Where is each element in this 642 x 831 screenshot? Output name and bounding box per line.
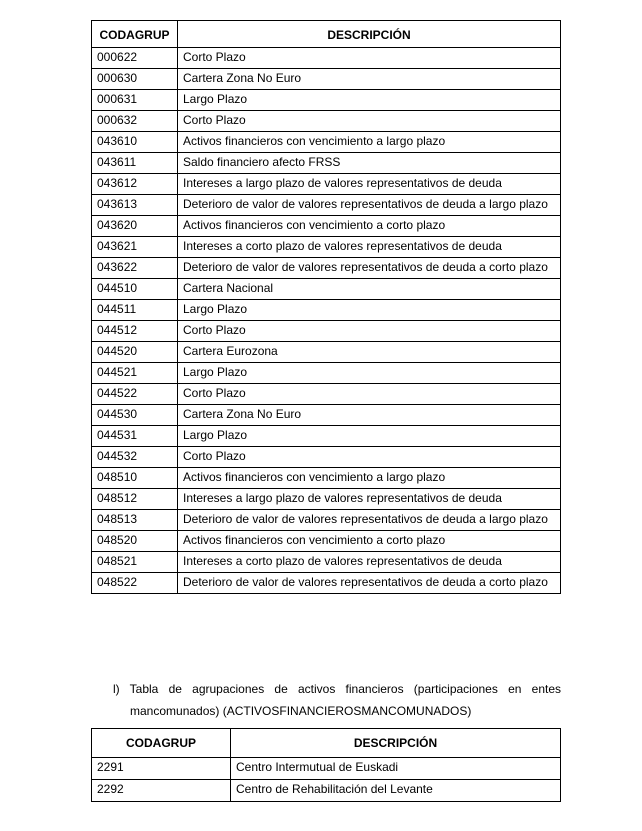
- table-row: [92, 573, 561, 594]
- cell-codagrup: 043612: [92, 174, 178, 195]
- table-body: [92, 48, 561, 594]
- cell-codagrup: 044510: [92, 279, 178, 300]
- cell-codagrup: 044530: [92, 405, 178, 426]
- cell-codagrup: 043613: [92, 195, 178, 216]
- cell-descripcion: Centro Intermutual de Euskadi: [231, 758, 561, 780]
- cell-descripcion: Deterioro de valor de valores representativos de deuda a corto plazo: [178, 573, 561, 594]
- table-row: [92, 90, 561, 111]
- header-descripcion: DESCRIPCIÓN: [178, 21, 561, 48]
- cell-descripcion: Activos financieros con vencimiento a largo plazo: [178, 468, 561, 489]
- section-paragraph: [113, 678, 561, 722]
- cell-codagrup: 044512: [92, 321, 178, 342]
- cell-codagrup: 044511: [92, 300, 178, 321]
- cell-codagrup: 044532: [92, 447, 178, 468]
- cell-descripcion: Cartera Zona No Euro: [178, 405, 561, 426]
- table-row: [92, 132, 561, 153]
- cell-codagrup: 044520: [92, 342, 178, 363]
- cell-codagrup: 048520: [92, 531, 178, 552]
- cell-descripcion: Cartera Nacional: [178, 279, 561, 300]
- cell-descripcion: Cartera Eurozona: [178, 342, 561, 363]
- cell-descripcion: Largo Plazo: [178, 426, 561, 447]
- cell-codagrup: 044531: [92, 426, 178, 447]
- table-row: [92, 111, 561, 132]
- cell-codagrup: 000630: [92, 69, 178, 90]
- table-header-row: [92, 21, 561, 48]
- cell-descripcion: Intereses a largo plazo de valores representativos de deuda: [178, 174, 561, 195]
- table-row: [92, 468, 561, 489]
- table-row: [92, 174, 561, 195]
- table-row: [92, 780, 561, 802]
- table-row: [92, 489, 561, 510]
- cell-descripcion: Saldo financiero afecto FRSS: [178, 153, 561, 174]
- cell-descripcion: Corto Plazo: [178, 384, 561, 405]
- cell-descripcion: Activos financieros con vencimiento a largo plazo: [178, 132, 561, 153]
- table-row: [92, 342, 561, 363]
- table-row: [92, 447, 561, 468]
- cell-codagrup: 043620: [92, 216, 178, 237]
- table-row: [92, 321, 561, 342]
- table-row: [92, 279, 561, 300]
- cell-codagrup: 048510: [92, 468, 178, 489]
- cell-codagrup: 048512: [92, 489, 178, 510]
- cell-codagrup: 000622: [92, 48, 178, 69]
- section-heading-line2: mancomunados) (ACTIVOSFINANCIEROSMANCOMUNADOS): [130, 704, 472, 718]
- cell-codagrup: 000631: [92, 90, 178, 111]
- table-row: [92, 531, 561, 552]
- cell-codagrup: 2291: [92, 758, 231, 780]
- cell-codagrup: 2292: [92, 780, 231, 802]
- table-row: [92, 510, 561, 531]
- table-row: [92, 552, 561, 573]
- table-row: [92, 195, 561, 216]
- cell-descripcion: Deterioro de valor de valores representativos de deuda a largo plazo: [178, 510, 561, 531]
- cell-codagrup: 043611: [92, 153, 178, 174]
- header-codagrup: CODAGRUP: [92, 21, 178, 48]
- cell-codagrup: 048522: [92, 573, 178, 594]
- cell-descripcion: Corto Plazo: [178, 111, 561, 132]
- table-body: [92, 758, 561, 802]
- table-row: [92, 384, 561, 405]
- cell-descripcion: Deterioro de valor de valores representativos de deuda a corto plazo: [178, 258, 561, 279]
- cell-descripcion: Intereses a corto plazo de valores representativos de deuda: [178, 237, 561, 258]
- activos-mancomunados-table: [91, 728, 561, 802]
- table-row: [92, 300, 561, 321]
- cell-descripcion: Deterioro de valor de valores representativos de deuda a largo plazo: [178, 195, 561, 216]
- table-row: [92, 758, 561, 780]
- table-row: [92, 237, 561, 258]
- cell-codagrup: 000632: [92, 111, 178, 132]
- table-row: [92, 258, 561, 279]
- header-descripcion: DESCRIPCIÓN: [231, 729, 561, 758]
- table-row: [92, 405, 561, 426]
- cell-codagrup: 048521: [92, 552, 178, 573]
- table-row: [92, 216, 561, 237]
- cell-codagrup: 044521: [92, 363, 178, 384]
- cell-descripcion: Largo Plazo: [178, 300, 561, 321]
- cell-codagrup: 043622: [92, 258, 178, 279]
- cell-descripcion: Corto Plazo: [178, 447, 561, 468]
- cell-codagrup: 043621: [92, 237, 178, 258]
- cell-descripcion: Corto Plazo: [178, 321, 561, 342]
- table-header-row: [92, 729, 561, 758]
- cell-codagrup: 048513: [92, 510, 178, 531]
- cell-descripcion: Centro de Rehabilitación del Levante: [231, 780, 561, 802]
- table-row: [92, 48, 561, 69]
- cell-descripcion: Corto Plazo: [178, 48, 561, 69]
- table-row: [92, 363, 561, 384]
- section-heading-line1: l) Tabla de agrupaciones de activos financieros (participaciones en entes: [113, 682, 561, 696]
- cell-descripcion: Largo Plazo: [178, 90, 561, 111]
- cell-descripcion: Intereses a corto plazo de valores representativos de deuda: [178, 552, 561, 573]
- cell-descripcion: Intereses a largo plazo de valores representativos de deuda: [178, 489, 561, 510]
- cell-descripcion: Activos financieros con vencimiento a corto plazo: [178, 216, 561, 237]
- cell-codagrup: 043610: [92, 132, 178, 153]
- header-codagrup: CODAGRUP: [92, 729, 231, 758]
- table-row: [92, 69, 561, 90]
- cell-descripcion: Activos financieros con vencimiento a corto plazo: [178, 531, 561, 552]
- cell-descripcion: Largo Plazo: [178, 363, 561, 384]
- cell-codagrup: 044522: [92, 384, 178, 405]
- table-row: [92, 426, 561, 447]
- cell-descripcion: Cartera Zona No Euro: [178, 69, 561, 90]
- agrupaciones-table: [91, 20, 561, 594]
- table-row: [92, 153, 561, 174]
